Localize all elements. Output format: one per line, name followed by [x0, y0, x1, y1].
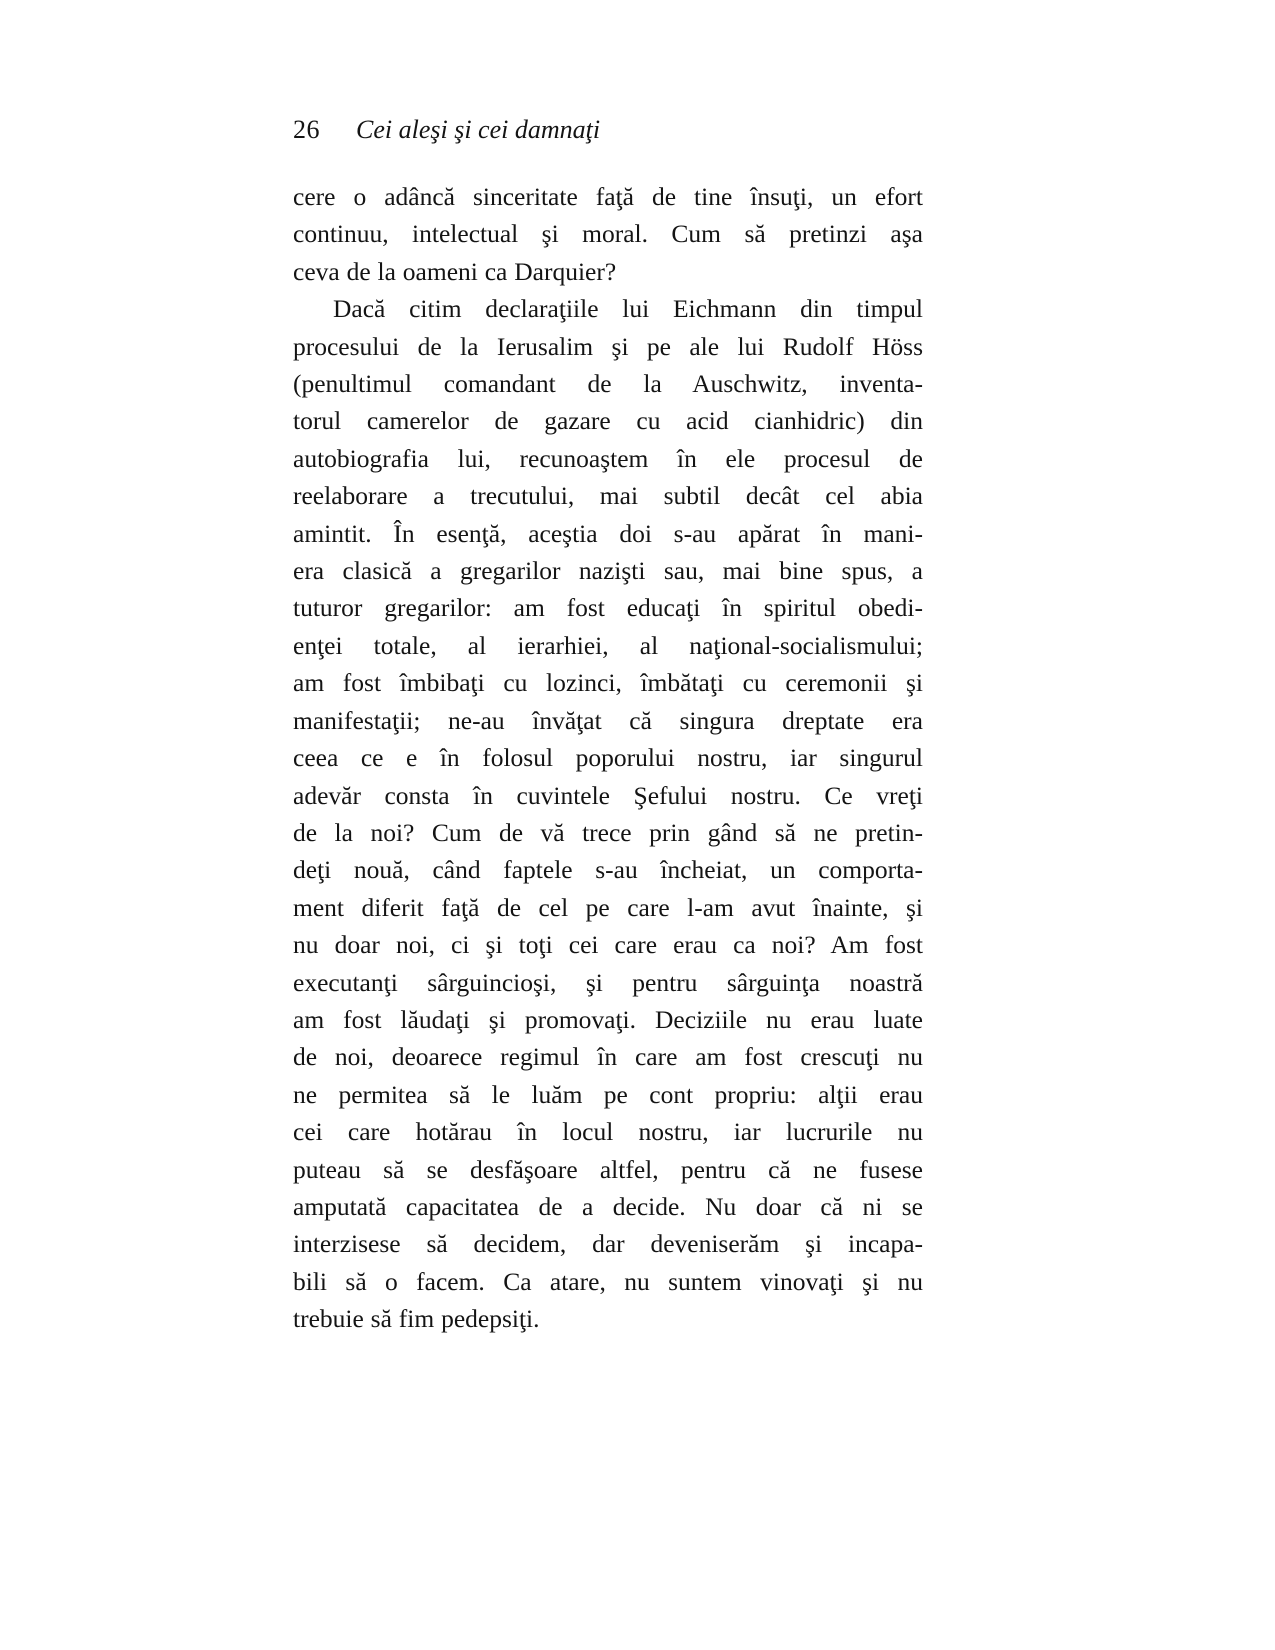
text-line: torul camerelor de gazare cu acid cianhidric) din: [293, 406, 923, 436]
text-line: autobiografia lui, recunoaştem în ele procesul de: [293, 443, 923, 473]
running-title: Cei aleşi şi cei damnaţi: [356, 115, 601, 144]
text-line: reelaborare a trecutului, mai subtil decât cel abia: [293, 481, 923, 511]
text-line: enţei totale, al ierarhiei, al naţional-socialismului;: [293, 630, 923, 660]
text-line: amputată capacitatea de a decide. Nu doar că ni se: [293, 1191, 923, 1221]
text-line: ment diferit faţă de cel pe care l-am avut înainte, şi: [293, 892, 923, 922]
text-line: ne permitea să le luăm pe cont propriu: alţii erau: [293, 1079, 923, 1109]
text-line: continuu, intelectual şi moral. Cum să pretinzi aşa: [293, 219, 923, 249]
text-block: [293, 178, 923, 1338]
text-line: de la noi? Cum de vă trece prin gând să ne pretin-: [293, 817, 923, 847]
text-line: interzisese să decidem, dar deveniserăm şi incapa-: [293, 1229, 923, 1259]
text-line: de noi, deoarece regimul în care am fost crescuţi nu: [293, 1042, 923, 1072]
text-line: nu doar noi, ci şi toţi cei care erau ca noi? Am fost: [293, 930, 923, 960]
paragraph: [293, 290, 923, 1337]
text-line: manifestaţii; ne-au învăţat că singura dreptate era: [293, 705, 923, 735]
text-line: executanţi sârguincioşi, şi pentru sârguinţa noastră: [293, 967, 923, 997]
text-line: bili să o facem. Ca atare, nu suntem vinovaţi şi nu: [293, 1266, 923, 1296]
text-line: cere o adâncă sinceritate faţă de tine însuţi, un efort: [293, 182, 923, 211]
text-line: puteau să se desfăşoare altfel, pentru că ne fusese: [293, 1154, 923, 1184]
paragraph: [293, 178, 923, 290]
text-line: trebuie să fim pedepsiţi.: [293, 1304, 540, 1334]
text-line: ceea ce e în folosul poporului nostru, iar singurul: [293, 743, 923, 773]
text-line: tuturor gregarilor: am fost educaţi în spiritul obedi-: [293, 593, 923, 623]
page-number: 26: [293, 115, 320, 144]
text-line: adevăr consta în cuvintele Şefului nostru. Ce vreţi: [293, 780, 923, 810]
text-line: ceva de la oameni ca Darquier?: [293, 256, 617, 286]
text-line: Dacă citim declaraţiile lui Eichmann din timpul: [333, 294, 923, 324]
text-line: am fost îmbibaţi cu lozinci, îmbătaţi cu ceremonii şi: [293, 668, 923, 698]
running-header: [293, 114, 923, 146]
text-line: procesului de la Ierusalim şi pe ale lui Rudolf Höss: [293, 331, 923, 361]
text-line: amintit. În esenţă, aceştia doi s-au apărat în mani-: [293, 518, 923, 548]
text-line: deţi nouă, când faptele s-au încheiat, un comporta-: [293, 855, 923, 885]
text-line: (penultimul comandant de la Auschwitz, inventa-: [293, 369, 923, 399]
text-line: am fost lăudaţi şi promovaţi. Deciziile nu erau luate: [293, 1004, 923, 1034]
text-line: era clasică a gregarilor nazişti sau, mai bine spus, a: [293, 556, 923, 586]
text-line: cei care hotărau în locul nostru, iar lucrurile nu: [293, 1117, 923, 1147]
